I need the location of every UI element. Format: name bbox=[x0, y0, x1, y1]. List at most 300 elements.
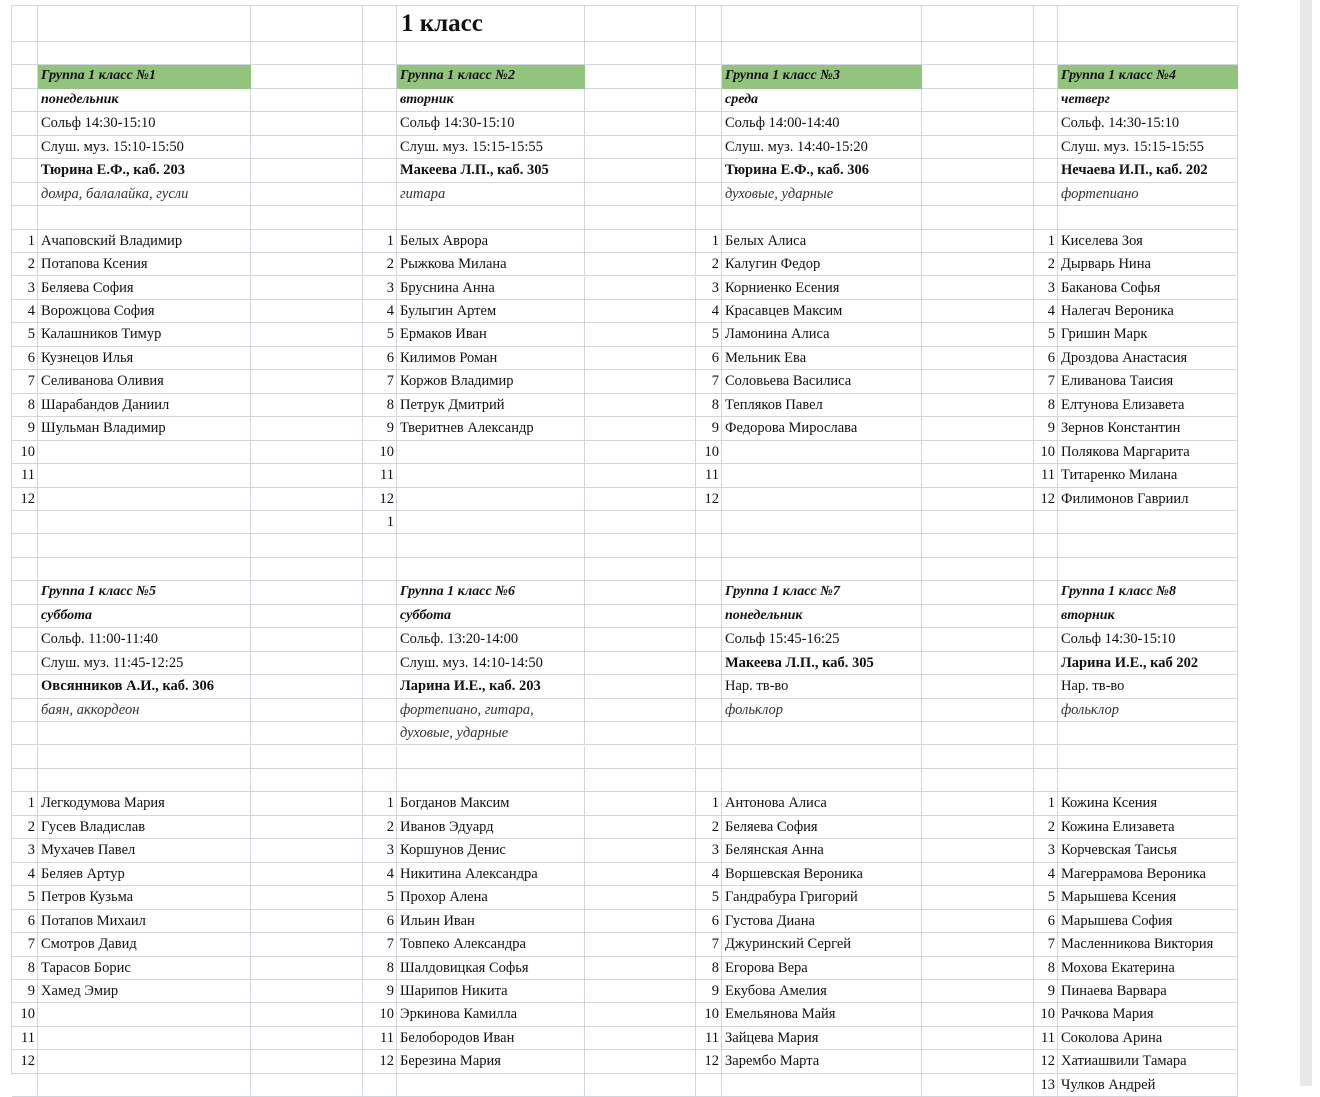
schedule-line[interactable]: Сольф. 13:20-14:00 bbox=[400, 631, 519, 648]
grid-cell[interactable] bbox=[38, 206, 251, 229]
student-name[interactable]: Ачаповский Владимир bbox=[41, 232, 183, 249]
grid-cell[interactable] bbox=[922, 980, 1034, 1003]
student-name[interactable]: Титаренко Милана bbox=[1061, 467, 1178, 484]
grid-cell[interactable] bbox=[397, 511, 585, 534]
grid-cell[interactable] bbox=[922, 159, 1034, 182]
student-name[interactable]: Антонова Алиса bbox=[725, 795, 827, 812]
grid-cell[interactable] bbox=[251, 511, 363, 534]
grid-cell[interactable] bbox=[251, 277, 363, 300]
grid-cell[interactable] bbox=[12, 699, 38, 722]
grid-cell[interactable] bbox=[363, 206, 397, 229]
student-name[interactable]: Кожина Елизавета bbox=[1061, 818, 1175, 835]
student-name[interactable]: Бруснина Анна bbox=[400, 279, 495, 296]
grid-cell[interactable] bbox=[251, 933, 363, 956]
grid-cell[interactable] bbox=[12, 511, 38, 534]
grid-cell[interactable] bbox=[38, 746, 251, 769]
grid-cell[interactable] bbox=[363, 558, 397, 581]
grid-cell[interactable] bbox=[1034, 581, 1058, 604]
grid-cell[interactable] bbox=[12, 42, 38, 65]
grid-cell[interactable] bbox=[922, 699, 1034, 722]
student-name[interactable]: Еливанова Таисия bbox=[1061, 373, 1174, 390]
row-number[interactable]: 7 bbox=[711, 373, 719, 390]
grid-cell[interactable] bbox=[397, 206, 585, 229]
student-name[interactable]: Ламонина Алиса bbox=[725, 326, 830, 343]
grid-cell[interactable] bbox=[251, 957, 363, 980]
grid-cell[interactable] bbox=[363, 136, 397, 159]
grid-cell[interactable] bbox=[722, 722, 922, 745]
row-number[interactable]: 12 bbox=[20, 490, 35, 507]
row-number[interactable]: 6 bbox=[386, 349, 394, 366]
row-number[interactable]: 8 bbox=[711, 396, 719, 413]
group-header[interactable]: Группа 1 класс №4 bbox=[1058, 65, 1238, 88]
group-day[interactable]: суббота bbox=[400, 607, 452, 623]
grid-cell[interactable] bbox=[251, 206, 363, 229]
grid-cell[interactable] bbox=[922, 1074, 1034, 1097]
student-name[interactable]: Ворожцова София bbox=[41, 302, 155, 319]
student-name[interactable]: Коршунов Денис bbox=[400, 842, 506, 859]
row-number[interactable]: 12 bbox=[379, 490, 394, 507]
row-number[interactable]: 3 bbox=[711, 842, 719, 859]
grid-cell[interactable] bbox=[922, 534, 1034, 557]
student-name[interactable]: Гришин Марк bbox=[1061, 326, 1148, 343]
row-number[interactable]: 6 bbox=[711, 349, 719, 366]
row-number[interactable]: 9 bbox=[1047, 983, 1055, 999]
grid-cell[interactable] bbox=[251, 863, 363, 886]
grid-cell[interactable] bbox=[1034, 605, 1058, 628]
grid-cell[interactable] bbox=[585, 980, 696, 1003]
grid-cell[interactable] bbox=[363, 628, 397, 651]
grid-cell[interactable] bbox=[922, 581, 1034, 604]
grid-cell[interactable] bbox=[251, 112, 363, 135]
grid-cell[interactable] bbox=[696, 159, 722, 182]
teacher-name[interactable]: Макеева Л.П., каб. 305 bbox=[725, 654, 874, 671]
grid-cell[interactable] bbox=[251, 1074, 363, 1097]
row-number[interactable]: 3 bbox=[1047, 842, 1055, 859]
grid-cell[interactable] bbox=[397, 769, 585, 792]
grid-cell[interactable] bbox=[585, 605, 696, 628]
student-name[interactable]: Богданов Максим bbox=[400, 795, 510, 812]
grid-cell[interactable] bbox=[585, 792, 696, 815]
grid-cell[interactable] bbox=[922, 652, 1034, 675]
grid-cell[interactable] bbox=[922, 1003, 1034, 1026]
grid-cell[interactable] bbox=[1058, 6, 1238, 42]
instruments-label[interactable]: духовые, ударные bbox=[400, 725, 509, 742]
row-number[interactable]: 11 bbox=[21, 467, 35, 484]
row-number[interactable]: 3 bbox=[27, 842, 35, 859]
grid-cell[interactable] bbox=[585, 863, 696, 886]
row-number[interactable]: 10 bbox=[704, 443, 719, 460]
grid-cell[interactable] bbox=[696, 652, 722, 675]
grid-cell[interactable] bbox=[585, 1003, 696, 1026]
student-name[interactable]: Беляев Артур bbox=[41, 865, 125, 882]
grid-cell[interactable] bbox=[585, 628, 696, 651]
grid-cell[interactable] bbox=[1058, 746, 1238, 769]
grid-cell[interactable] bbox=[1034, 136, 1058, 159]
row-number[interactable]: 5 bbox=[711, 326, 719, 343]
grid-cell[interactable] bbox=[585, 323, 696, 346]
grid-cell[interactable] bbox=[585, 534, 696, 557]
student-name[interactable]: Петрук Дмитрий bbox=[400, 396, 505, 413]
grid-cell[interactable] bbox=[722, 558, 922, 581]
schedule-line[interactable]: Слуш. муз. 15:15-15:55 bbox=[1061, 138, 1204, 155]
row-number[interactable]: 8 bbox=[386, 396, 394, 413]
grid-cell[interactable] bbox=[585, 1050, 696, 1073]
grid-cell[interactable] bbox=[251, 42, 363, 65]
row-number[interactable]: 12 bbox=[1040, 490, 1055, 507]
schedule-line[interactable]: Слуш. муз. 14:10-14:50 bbox=[400, 654, 543, 671]
student-name[interactable]: Красавцев Максим bbox=[725, 302, 843, 319]
row-number[interactable]: 5 bbox=[386, 326, 394, 343]
grid-cell[interactable] bbox=[696, 675, 722, 698]
grid-cell[interactable] bbox=[585, 816, 696, 839]
grid-cell[interactable] bbox=[251, 1003, 363, 1026]
student-name[interactable]: Смотров Давид bbox=[41, 936, 137, 953]
grid-cell[interactable] bbox=[922, 933, 1034, 956]
grid-cell[interactable] bbox=[1058, 558, 1238, 581]
schedule-line[interactable]: Сольф. 11:00-11:40 bbox=[41, 631, 159, 648]
grid-cell[interactable] bbox=[922, 746, 1034, 769]
group-day[interactable]: вторник bbox=[1061, 607, 1115, 623]
teacher-name[interactable]: Тюрина Е.Ф., каб. 306 bbox=[725, 162, 869, 179]
group-header[interactable]: Группа 1 класс №6 bbox=[400, 584, 515, 600]
grid-cell[interactable] bbox=[585, 675, 696, 698]
grid-cell[interactable] bbox=[585, 581, 696, 604]
grid-cell[interactable] bbox=[696, 42, 722, 65]
grid-cell[interactable] bbox=[1058, 42, 1238, 65]
student-name[interactable]: Шалдовицкая Софья bbox=[400, 959, 529, 976]
student-name[interactable]: Ильин Иван bbox=[400, 912, 475, 929]
grid-cell[interactable] bbox=[12, 206, 38, 229]
student-name[interactable]: Пинаева Варвара bbox=[1061, 983, 1167, 999]
row-number[interactable]: 11 bbox=[705, 1029, 719, 1046]
student-name[interactable]: Федорова Мирослава bbox=[725, 420, 858, 437]
schedule-line[interactable]: Сольф 15:45-16:25 bbox=[725, 631, 840, 648]
row-number[interactable]: 1 bbox=[711, 795, 719, 812]
row-number[interactable]: 7 bbox=[386, 373, 394, 390]
row-number[interactable]: 10 bbox=[704, 1006, 719, 1023]
grid-cell[interactable] bbox=[1034, 628, 1058, 651]
grid-cell[interactable] bbox=[251, 675, 363, 698]
row-number[interactable]: 1 bbox=[386, 232, 394, 249]
student-name[interactable]: Марышева София bbox=[1061, 912, 1173, 929]
grid-cell[interactable] bbox=[12, 183, 38, 206]
row-number[interactable]: 10 bbox=[379, 1006, 394, 1023]
row-number[interactable]: 1 bbox=[27, 795, 35, 812]
student-name[interactable]: Шарипов Никита bbox=[400, 983, 508, 999]
row-number[interactable]: 4 bbox=[1047, 865, 1055, 882]
row-number[interactable]: 4 bbox=[27, 302, 35, 319]
grid-cell[interactable] bbox=[696, 605, 722, 628]
grid-cell[interactable] bbox=[585, 746, 696, 769]
student-name[interactable]: Налегач Вероника bbox=[1061, 302, 1174, 319]
grid-cell[interactable] bbox=[397, 441, 585, 464]
grid-cell[interactable] bbox=[1034, 699, 1058, 722]
row-number[interactable]: 4 bbox=[711, 302, 719, 319]
grid-cell[interactable] bbox=[363, 746, 397, 769]
grid-cell[interactable] bbox=[251, 136, 363, 159]
grid-cell[interactable] bbox=[1058, 206, 1238, 229]
row-number[interactable]: 11 bbox=[21, 1029, 35, 1046]
row-number[interactable]: 12 bbox=[1040, 1053, 1055, 1070]
row-number[interactable]: 11 bbox=[705, 467, 719, 484]
grid-cell[interactable] bbox=[922, 464, 1034, 487]
student-name[interactable]: Воршевская Вероника bbox=[725, 865, 863, 882]
student-name[interactable]: Корчевская Таисья bbox=[1061, 842, 1177, 859]
row-number[interactable]: 3 bbox=[386, 279, 394, 296]
grid-cell[interactable] bbox=[38, 441, 251, 464]
grid-cell[interactable] bbox=[12, 159, 38, 182]
grid-cell[interactable] bbox=[722, 746, 922, 769]
group-header[interactable]: Группа 1 класс №2 bbox=[397, 65, 585, 88]
schedule-line[interactable]: Слуш. муз. 15:15-15:55 bbox=[400, 138, 543, 155]
grid-cell[interactable] bbox=[363, 89, 397, 112]
row-number[interactable]: 5 bbox=[1047, 889, 1055, 906]
grid-cell[interactable] bbox=[585, 886, 696, 909]
student-name[interactable]: Дроздова Анастасия bbox=[1061, 349, 1188, 366]
grid-cell[interactable] bbox=[585, 183, 696, 206]
grid-cell[interactable] bbox=[38, 722, 251, 745]
student-name[interactable]: Соловьева Василиса bbox=[725, 373, 852, 390]
grid-cell[interactable] bbox=[922, 558, 1034, 581]
grid-cell[interactable] bbox=[722, 534, 922, 557]
grid-cell[interactable] bbox=[363, 112, 397, 135]
grid-cell[interactable] bbox=[363, 675, 397, 698]
student-name[interactable]: Килимов Роман bbox=[400, 349, 498, 366]
row-number[interactable]: 3 bbox=[1047, 279, 1055, 296]
grid-cell[interactable] bbox=[922, 89, 1034, 112]
student-name[interactable]: Рыжкова Милана bbox=[400, 256, 507, 273]
student-name[interactable]: Зарембо Марта bbox=[725, 1053, 820, 1070]
row-number[interactable]: 10 bbox=[20, 443, 35, 460]
instruments-label[interactable]: фортепиано bbox=[1061, 185, 1139, 202]
row-number[interactable]: 5 bbox=[27, 326, 35, 343]
grid-cell[interactable] bbox=[38, 464, 251, 487]
row-number[interactable]: 13 bbox=[1040, 1076, 1055, 1093]
grid-cell[interactable] bbox=[922, 65, 1034, 88]
schedule-line[interactable]: Слуш. муз. 14:40-15:20 bbox=[725, 138, 868, 155]
row-number[interactable]: 11 bbox=[380, 1029, 394, 1046]
grid-cell[interactable] bbox=[12, 534, 38, 557]
grid-cell[interactable] bbox=[922, 488, 1034, 511]
grid-cell[interactable] bbox=[696, 628, 722, 651]
grid-cell[interactable] bbox=[922, 628, 1034, 651]
grid-cell[interactable] bbox=[585, 42, 696, 65]
row-number[interactable]: 5 bbox=[711, 889, 719, 906]
student-name[interactable]: Гусев Владислав bbox=[41, 818, 146, 835]
student-name[interactable]: Егорова Вера bbox=[725, 959, 808, 976]
student-name[interactable]: Легкодумова Мария bbox=[41, 795, 165, 812]
student-name[interactable]: Тверитнев Александр bbox=[400, 420, 534, 437]
grid-cell[interactable] bbox=[585, 6, 696, 42]
student-name[interactable]: Товпеко Александра bbox=[400, 936, 526, 953]
grid-cell[interactable] bbox=[585, 230, 696, 253]
grid-cell[interactable] bbox=[696, 206, 722, 229]
grid-cell[interactable] bbox=[722, 6, 922, 42]
row-number[interactable]: 2 bbox=[27, 256, 35, 273]
grid-cell[interactable] bbox=[1034, 534, 1058, 557]
student-name[interactable]: Магеррамова Вероника bbox=[1061, 865, 1206, 882]
grid-cell[interactable] bbox=[922, 206, 1034, 229]
grid-cell[interactable] bbox=[696, 65, 722, 88]
row-number[interactable]: 4 bbox=[1047, 302, 1055, 319]
row-number[interactable]: 2 bbox=[711, 818, 719, 835]
grid-cell[interactable] bbox=[397, 534, 585, 557]
student-name[interactable]: Никитина Александра bbox=[400, 865, 538, 882]
student-name[interactable]: Ермаков Иван bbox=[400, 326, 487, 343]
student-name[interactable]: Кузнецов Илья bbox=[41, 349, 134, 366]
grid-cell[interactable] bbox=[1034, 769, 1058, 792]
grid-cell[interactable] bbox=[922, 1027, 1034, 1050]
grid-cell[interactable] bbox=[363, 652, 397, 675]
grid-cell[interactable] bbox=[363, 65, 397, 88]
row-number[interactable]: 9 bbox=[1047, 420, 1055, 437]
grid-cell[interactable] bbox=[12, 89, 38, 112]
row-number[interactable]: 2 bbox=[386, 818, 394, 835]
grid-cell[interactable] bbox=[12, 722, 38, 745]
grid-cell[interactable] bbox=[1058, 534, 1238, 557]
student-name[interactable]: Березина Мария bbox=[400, 1053, 501, 1070]
student-name[interactable]: Калашников Тимур bbox=[41, 326, 162, 343]
row-number[interactable]: 4 bbox=[386, 865, 394, 882]
grid-cell[interactable] bbox=[251, 1027, 363, 1050]
student-name[interactable]: Потапов Михаил bbox=[41, 912, 146, 929]
grid-cell[interactable] bbox=[585, 511, 696, 534]
grid-cell[interactable] bbox=[722, 464, 922, 487]
student-name[interactable]: Хамед Эмир bbox=[41, 983, 119, 999]
group-day[interactable]: суббота bbox=[41, 607, 93, 623]
student-name[interactable]: Баканова Софья bbox=[1061, 279, 1161, 296]
student-name[interactable]: Елтунова Елизавета bbox=[1061, 396, 1185, 413]
student-name[interactable]: Полякова Маргарита bbox=[1061, 443, 1190, 460]
row-number[interactable]: 9 bbox=[711, 983, 719, 999]
row-number[interactable]: 6 bbox=[1047, 912, 1055, 929]
grid-cell[interactable] bbox=[922, 370, 1034, 393]
grid-cell[interactable] bbox=[922, 839, 1034, 862]
grid-cell[interactable] bbox=[1034, 652, 1058, 675]
grid-cell[interactable] bbox=[585, 65, 696, 88]
row-number[interactable]: 11 bbox=[1041, 467, 1055, 484]
grid-cell[interactable] bbox=[922, 957, 1034, 980]
group-header[interactable]: Группа 1 класс №1 bbox=[38, 65, 251, 88]
row-number[interactable]: 5 bbox=[1047, 326, 1055, 343]
grid-cell[interactable] bbox=[585, 159, 696, 182]
schedule-line[interactable]: Сольф 14:30-15:10 bbox=[41, 115, 156, 132]
grid-cell[interactable] bbox=[922, 441, 1034, 464]
grid-cell[interactable] bbox=[585, 112, 696, 135]
group-header[interactable]: Группа 1 класс №7 bbox=[725, 584, 840, 600]
row-number[interactable]: 10 bbox=[20, 1006, 35, 1023]
student-name[interactable]: Дырварь Нина bbox=[1061, 256, 1151, 273]
row-number[interactable]: 9 bbox=[386, 420, 394, 437]
grid-cell[interactable] bbox=[363, 605, 397, 628]
grid-cell[interactable] bbox=[922, 816, 1034, 839]
row-number[interactable]: 2 bbox=[1047, 818, 1055, 835]
row-number[interactable]: 2 bbox=[27, 818, 35, 835]
grid-cell[interactable] bbox=[251, 722, 363, 745]
grid-cell[interactable] bbox=[922, 417, 1034, 440]
group-day[interactable]: четверг bbox=[1061, 91, 1110, 107]
grid-cell[interactable] bbox=[12, 65, 38, 88]
grid-cell[interactable] bbox=[1058, 722, 1238, 745]
grid-cell[interactable] bbox=[251, 628, 363, 651]
schedule-line[interactable]: Нар. тв-во bbox=[1061, 678, 1125, 695]
grid-cell[interactable] bbox=[251, 347, 363, 370]
row-number[interactable]: 9 bbox=[27, 983, 35, 999]
group-header[interactable]: Группа 1 класс №8 bbox=[1061, 584, 1176, 600]
grid-cell[interactable] bbox=[922, 769, 1034, 792]
instruments-label[interactable]: фольклор bbox=[725, 701, 783, 718]
grid-cell[interactable] bbox=[696, 534, 722, 557]
grid-cell[interactable] bbox=[922, 910, 1034, 933]
grid-cell[interactable] bbox=[363, 534, 397, 557]
row-number[interactable]: 6 bbox=[711, 912, 719, 929]
grid-cell[interactable] bbox=[696, 112, 722, 135]
grid-cell[interactable] bbox=[12, 746, 38, 769]
instruments-label[interactable]: фортепиано, гитара, bbox=[400, 701, 534, 718]
grid-cell[interactable] bbox=[696, 722, 722, 745]
student-name[interactable]: Джуринский Сергей bbox=[725, 936, 852, 953]
row-number[interactable]: 2 bbox=[1047, 256, 1055, 273]
grid-cell[interactable] bbox=[922, 1050, 1034, 1073]
student-name[interactable]: Шарабандов Даниил bbox=[41, 396, 170, 413]
grid-cell[interactable] bbox=[38, 534, 251, 557]
grid-cell[interactable] bbox=[38, 1027, 251, 1050]
grid-cell[interactable] bbox=[1034, 159, 1058, 182]
grid-cell[interactable] bbox=[1034, 112, 1058, 135]
grid-cell[interactable] bbox=[1034, 511, 1058, 534]
row-number[interactable]: 9 bbox=[27, 420, 35, 437]
schedule-line[interactable]: Сольф. 14:30-15:10 bbox=[1061, 115, 1180, 132]
student-name[interactable]: Кожина Ксения bbox=[1061, 795, 1157, 812]
student-name[interactable]: Гандрабура Григорий bbox=[725, 889, 858, 906]
student-name[interactable]: Мельник Ева bbox=[725, 349, 807, 366]
student-name[interactable]: Белобородов Иван bbox=[400, 1029, 515, 1046]
grid-cell[interactable] bbox=[251, 6, 363, 42]
student-name[interactable]: Беляева София bbox=[725, 818, 818, 835]
grid-cell[interactable] bbox=[251, 464, 363, 487]
grid-cell[interactable] bbox=[251, 1050, 363, 1073]
grid-cell[interactable] bbox=[12, 6, 38, 42]
grid-cell[interactable] bbox=[585, 722, 696, 745]
grid-cell[interactable] bbox=[251, 769, 363, 792]
grid-cell[interactable] bbox=[251, 394, 363, 417]
row-number[interactable]: 6 bbox=[27, 912, 35, 929]
student-name[interactable]: Тепляков Павел bbox=[725, 396, 823, 413]
grid-cell[interactable] bbox=[585, 464, 696, 487]
grid-cell[interactable] bbox=[922, 511, 1034, 534]
row-number[interactable]: 7 bbox=[711, 936, 719, 953]
grid-cell[interactable] bbox=[251, 605, 363, 628]
row-number[interactable]: 4 bbox=[711, 865, 719, 882]
grid-cell[interactable] bbox=[696, 511, 722, 534]
student-name[interactable]: Киселева Зоя bbox=[1061, 232, 1143, 249]
student-name[interactable]: Булыгин Артем bbox=[400, 302, 497, 319]
row-number[interactable]: 2 bbox=[386, 256, 394, 273]
grid-cell[interactable] bbox=[251, 417, 363, 440]
row-number[interactable]: 3 bbox=[27, 279, 35, 296]
student-name[interactable]: Коржов Владимир bbox=[400, 373, 514, 390]
grid-cell[interactable] bbox=[12, 628, 38, 651]
row-number[interactable]: 10 bbox=[379, 443, 394, 460]
grid-cell[interactable] bbox=[585, 136, 696, 159]
grid-cell[interactable] bbox=[922, 183, 1034, 206]
grid-cell[interactable] bbox=[12, 605, 38, 628]
student-name[interactable]: Беляева София bbox=[41, 279, 134, 296]
row-number[interactable]: 8 bbox=[27, 959, 35, 976]
row-number[interactable]: 1 bbox=[27, 232, 35, 249]
grid-cell[interactable] bbox=[363, 769, 397, 792]
group-day[interactable]: понедельник bbox=[725, 607, 803, 623]
